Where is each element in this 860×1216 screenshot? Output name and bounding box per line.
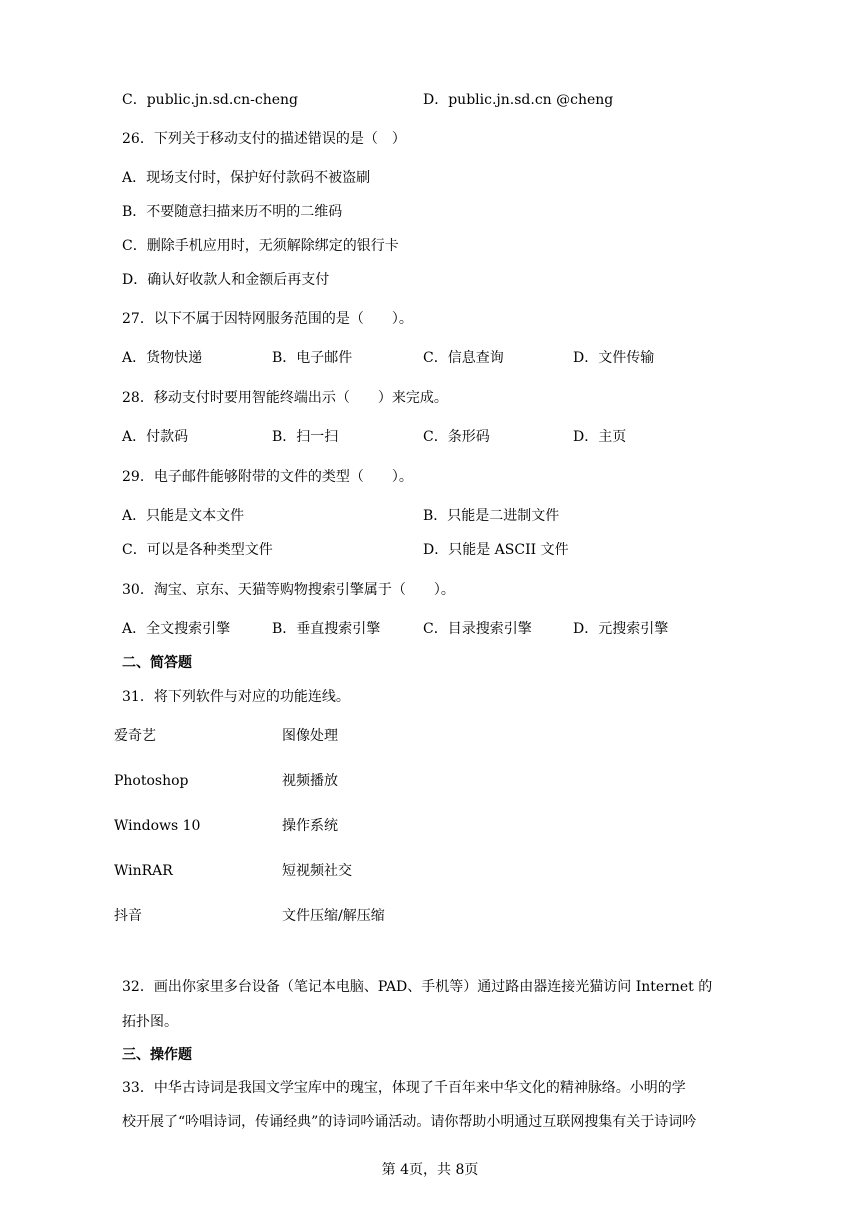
function-item: 视频播放 [282, 773, 338, 789]
section-3-title: 三、操作题 [122, 1047, 192, 1063]
q28-option-a: A．付款码 [122, 429, 189, 445]
question-28-stem: 28．移动支付时要用智能终端出示（ ）来完成。 [122, 390, 448, 406]
software-item: Photoshop [114, 773, 189, 789]
q26-option-d: D．确认好收款人和金额后再支付 [122, 272, 330, 288]
question-31-stem: 31．将下列软件与对应的功能连线。 [122, 689, 350, 705]
function-item: 图像处理 [282, 728, 338, 744]
page-number: 第 4页，共 8页 [381, 1162, 479, 1178]
software-item: Windows 10 [114, 818, 201, 834]
q27-option-d: D．文件传输 [573, 350, 655, 366]
function-item: 操作系统 [282, 818, 338, 834]
option-c: C．public.jn.sd.cn-cheng [122, 92, 299, 108]
q29-option-d: D．只能是 ASCII 文件 [423, 542, 569, 558]
software-item: 爱奇艺 [114, 728, 156, 744]
q26-option-c: C．删除手机应用时，无须解除绑定的银行卡 [122, 238, 399, 254]
q28-option-b: B．扫一扫 [272, 429, 339, 445]
q27-option-c: C．信息查询 [423, 350, 504, 366]
function-item: 短视频社交 [282, 863, 352, 879]
software-item: WinRAR [114, 863, 173, 879]
option-d: D．public.jn.sd.cn @cheng [423, 92, 614, 108]
section-2-title: 二、简答题 [122, 655, 192, 671]
q30-option-c: C．目录搜索引擎 [423, 621, 532, 637]
q30-option-b: B．垂直搜索引擎 [272, 621, 381, 637]
question-29-stem: 29．电子邮件能够附带的文件的类型（ ）。 [122, 469, 413, 485]
question-32-line-1: 32．画出你家里多台设备（笔记本电脑、PAD、手机等）通过路由器连接光猫访问 Internet 的 [122, 979, 713, 995]
q29-option-a: A．只能是文本文件 [122, 508, 245, 524]
question-33-line-2: 校开展了“吟唱诗词，传诵经典”的诗词吟诵活动。请你帮助小明通过互联网搜集有关于诗词吟 [122, 1114, 697, 1130]
q26-option-b: B．不要随意扫描来历不明的二维码 [122, 204, 343, 220]
software-item: 抖音 [114, 908, 142, 924]
q30-option-a: A．全文搜索引擎 [122, 621, 231, 637]
question-30-stem: 30．淘宝、京东、天猫等购物搜索引擎属于（ ）。 [122, 582, 455, 598]
q29-option-c: C．可以是各种类型文件 [122, 542, 273, 558]
q26-option-a: A．现场支付时，保护好付款码不被盗刷 [122, 170, 371, 186]
q28-option-c: C．条形码 [423, 429, 490, 445]
question-26-stem: 26．下列关于移动支付的描述错误的是（ ） [122, 131, 406, 147]
q27-option-b: B．电子邮件 [272, 350, 353, 366]
q29-option-b: B．只能是二进制文件 [423, 508, 560, 524]
q27-option-a: A．货物快递 [122, 350, 203, 366]
function-item: 文件压缩/解压缩 [282, 908, 385, 924]
q30-option-d: D．元搜索引擎 [573, 621, 669, 637]
question-33-line-1: 33．中华古诗词是我国文学宝库中的瑰宝，体现了千百年来中华文化的精神脉络。小明的学 [122, 1080, 686, 1096]
question-27-stem: 27．以下不属于因特网服务范围的是（ ）。 [122, 311, 413, 327]
question-32-line-2: 拓扑图。 [122, 1014, 178, 1030]
q28-option-d: D．主页 [573, 429, 627, 445]
